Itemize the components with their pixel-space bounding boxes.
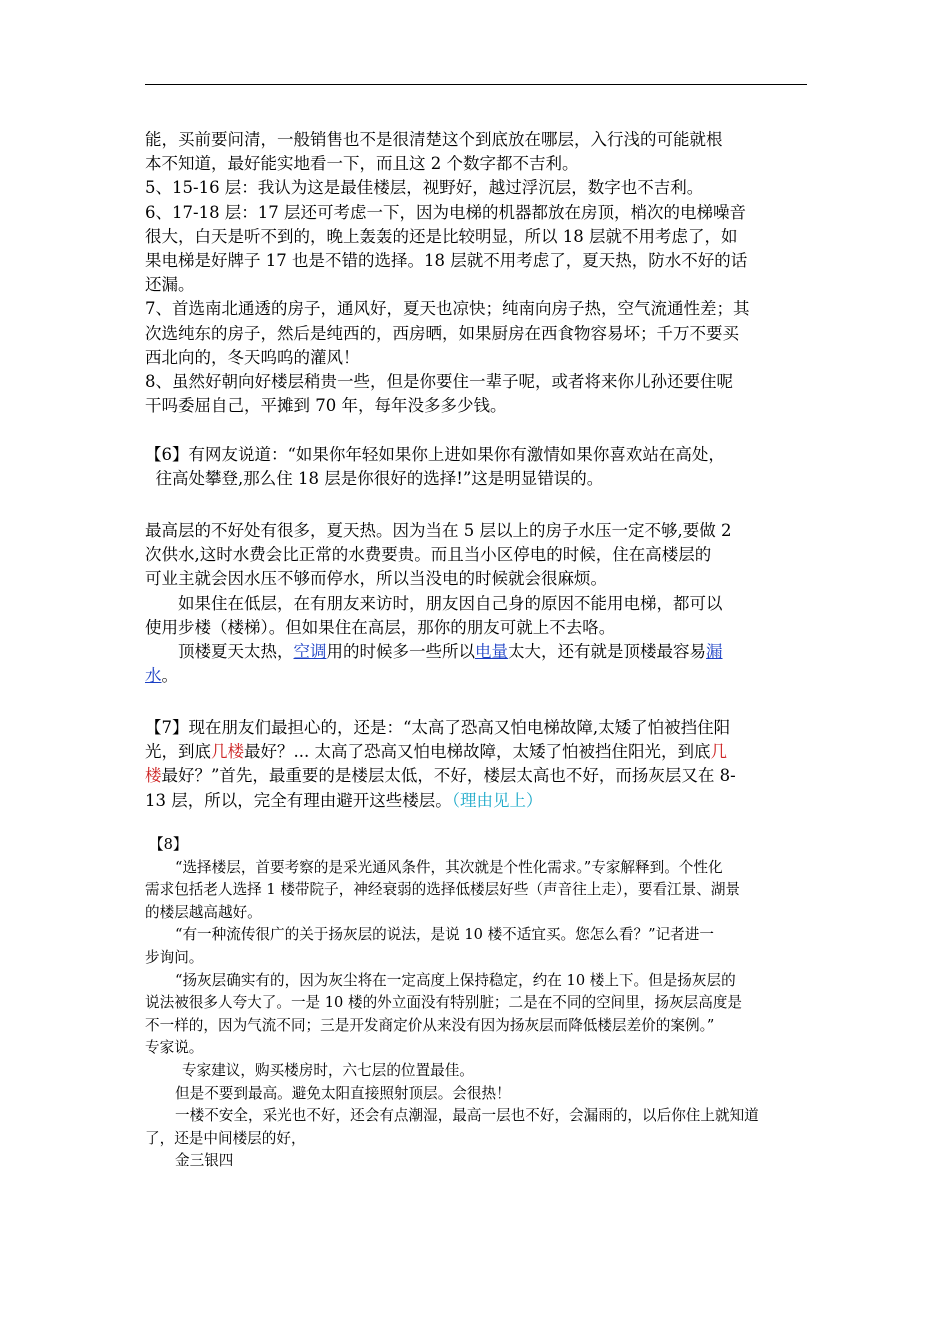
tip-8: 8、虽然好朝向好楼层稍贵一些，但是你要住一辈子呢，或者将来你儿孙还要住呢 <box>145 372 733 392</box>
paragraph-line: 水。 <box>145 666 178 686</box>
paragraph-line: 光，到底几楼最好？... 太高了恐高又怕电梯故障，太矮了怕被挡住阳光，到底几 <box>145 742 727 762</box>
tip-6: 6、17-18 层：17 层还可考虑一下，因为电梯的机器都放在房顶，梢次的电梯噪音 <box>145 202 747 222</box>
paragraph-line: 还漏。 <box>145 275 195 295</box>
leak-link[interactable]: 漏 <box>706 642 723 662</box>
paragraph-line: 楼最好？”首先，最重要的是楼层太低，不好，楼层太高也不好，而扬灰层又在 8- <box>145 766 736 786</box>
paragraph-line: 专家说。 <box>145 1039 204 1057</box>
section-7-heading: 【7】现在朋友们最担心的，还是：“太高了恐高又怕电梯故障,太矮了怕被挡住阳 <box>145 718 731 737</box>
paragraph-line: 果电梯是好牌子 17 也是不错的选择。18 层就不用考虑了，夏天热，防水不好的话 <box>145 251 748 271</box>
paragraph-line: 说法被很多人夸大了。一是 10 楼的外立面没有特别脏；二是在不同的空间里，扬灰层高度是 <box>145 994 743 1012</box>
paragraph-line: 如果住在低层，在有朋友来访时，朋友因自己身的原因不能用电梯，都可以 <box>178 593 723 613</box>
section-7 <box>145 716 809 813</box>
paragraph-line: 往高处攀登,那么住 18 层是你很好的选择!”这是明显错误的。 <box>145 469 604 489</box>
paragraph-line: 了，还是中间楼层的好， <box>145 1129 306 1147</box>
paragraph-line: 一楼不安全，采光也不好，还会有点潮湿，最高一层也不好，会漏雨的，以后你住上就知道 <box>175 1107 759 1125</box>
reason-note: （理由见上） <box>451 790 543 810</box>
paragraph-line: “有一种流传很广的关于扬灰层的说法，是说 10 楼不适宜买。您怎么看？”记者进一 <box>175 926 714 944</box>
paragraph-line: 很大，白天是听不到的，晚上轰轰的还是比较明显，所以 18 层就不用考虑了，如 <box>145 226 738 246</box>
paragraph-line: 使用步楼（楼梯）。但如果住在高层，那你的朋友可就上不去咯。 <box>145 617 616 637</box>
air-conditioner-link[interactable]: 空调 <box>293 642 327 662</box>
paragraph-line: 专家建议，购买楼房时，六七层的位置最佳。 <box>182 1061 474 1079</box>
paragraph-line: “选择楼层，首要考察的是采光通风条件，其次就是个性化需求。”专家解释到。个性化 <box>175 858 723 876</box>
section-6-heading: 【6】有网友说道：“如果你年轻如果你上进如果你有激情如果你喜欢站在高处， <box>145 445 725 464</box>
highlight-text: 几 <box>710 742 727 762</box>
section-8 <box>145 834 809 1173</box>
paragraph-line: “扬灰层确实有的，因为灰尘将在一定高度上保持稳定，约在 10 楼上下。但是扬灰层的 <box>175 971 736 989</box>
paragraph-line: 次选纯东的房子，然后是纯西的，西房晒，如果厨房在西食物容易坏；千万不要买 <box>145 323 739 343</box>
floor-tips-section <box>145 128 809 418</box>
paragraph-line: 但是不要到最高。避免太阳直接照射顶层。会很热！ <box>175 1084 511 1102</box>
paragraph-line: 不一样的，因为气流不同；三是开发商定价从来没有因为扬灰层而降低楼层差价的案例。” <box>145 1016 715 1034</box>
paragraph-line: 顶楼夏天太热，空调用的时候多一些所以电量太大，还有就是顶楼最容易漏 <box>178 642 723 662</box>
highlight-text: 楼 <box>145 766 162 786</box>
section-6-body <box>145 519 809 688</box>
paragraph-line: 金三银四 <box>175 1152 234 1170</box>
tip-7: 7、首选南北通透的房子，通风好，夏天也凉快；纯南向房子热，空气流通性差；其 <box>145 299 750 319</box>
paragraph-line: 西北向的，冬天呜呜的灌风！ <box>145 347 360 367</box>
leak-link[interactable]: 水 <box>145 666 162 686</box>
paragraph-line: 次供水,这时水费会比正常的水费要贵。而且当小区停电的时候，住在高楼层的 <box>145 545 712 565</box>
electricity-link[interactable]: 电量 <box>475 642 508 662</box>
header-rule <box>145 84 807 85</box>
paragraph-line: 13 层，所以，完全有理由避开这些楼层。（理由见上） <box>145 790 543 810</box>
paragraph-line: 干吗委屈自己，平摊到 70 年，每年没多多少钱。 <box>145 396 507 416</box>
highlight-text: 几楼 <box>211 742 244 762</box>
paragraph-line: 本不知道，最好能实地看一下，而且这 2 个数字都不吉利。 <box>145 154 579 174</box>
paragraph-line: 需求包括老人选择 1 楼带院子，神经衰弱的选择低楼层好些（声音往上走），要看江景、湖景 <box>145 881 741 899</box>
paragraph-line: 可业主就会因水压不够而停水，所以当没电的时候就会很麻烦。 <box>145 569 607 589</box>
paragraph-line: 最高层的不好处有很多，夏天热。因为当在 5 层以上的房子水压一定不够,要做 2 <box>145 521 732 540</box>
tip-5: 5、15-16 层：我认为这是最佳楼层，视野好，越过浮沉层，数字也不吉利。 <box>145 178 704 198</box>
paragraph-line: 能，买前要问清，一般销售也不是很清楚这个到底放在哪层，入行浅的可能就根 <box>145 130 723 149</box>
paragraph-line: 的楼层越高越好。 <box>145 903 262 921</box>
section-8-heading: 【8】 <box>149 836 188 853</box>
paragraph-line: 步询问。 <box>145 948 204 966</box>
section-6 <box>145 443 809 491</box>
